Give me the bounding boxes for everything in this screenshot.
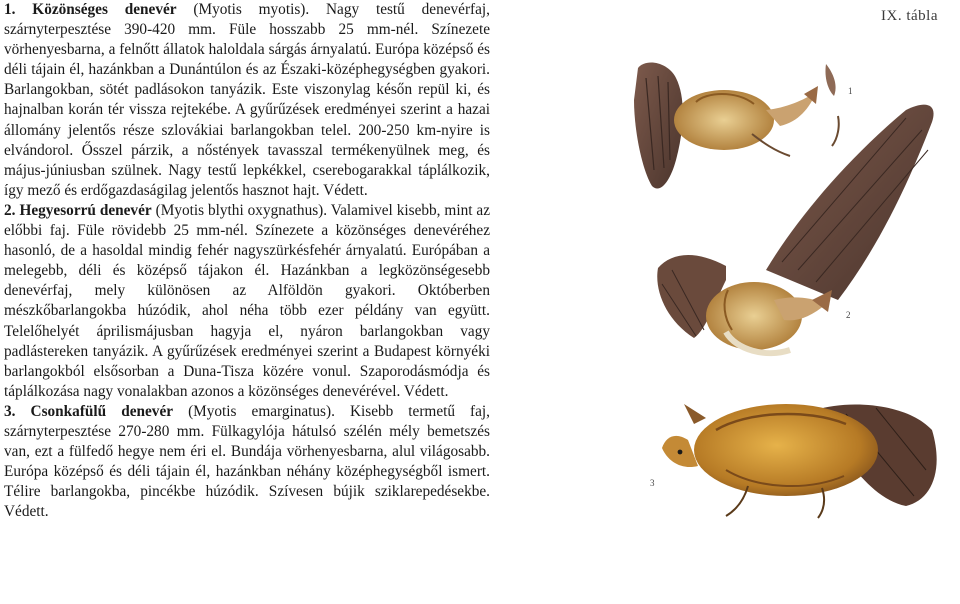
bat-figure-3 (662, 404, 937, 518)
figure-label-2: 2 (846, 310, 851, 320)
species-text-1: (Myotis myotis). Nagy testű denevérfaj, szárnyterpesztése 390-420 mm. Füle hosszabb 25 mm-nél. Színezete vörhenyesbarna, a felnőtt állatok haloldala sárgás árnyalatú. Európa középső és déli tájain él, hazánkban a Dunántúlon és az Északi-középhegységben gyakori. Barlangokban, sötét padlásokon tanyázik. Este viszonylag későn repül ki, és hajnalban korán tér vissza rejtekébe. A gyűrűzések eredményei szerint a hazai állomány jelentős része szlovákiai barlangokban telel. 200-250 km-nyire is elvándorol. Ősszel párzik, a nőstények tavasszal termékenyülnek meg, és május-júniusban szülnek. Nagy testű lepkékkel, cserebogarakkal táplálkozik, így mező és erdőgazdaságilag jelentős hasznot hajt. Védett. (4, 1, 491, 199)
illustration-plate (576, 0, 960, 604)
species-name-3: Csonkafülű denevér (30, 402, 174, 420)
species-name-1: Közönséges denevér (32, 1, 177, 18)
species-number-1: 1. (4, 1, 16, 18)
bat-illustrations (576, 0, 960, 604)
species-name-2: Hegyesorrú denevér (19, 201, 152, 219)
species-entry-3 (4, 402, 490, 523)
species-entry-1 (4, 0, 490, 201)
species-description-column (4, 0, 490, 604)
bat-figure-1 (634, 63, 839, 189)
species-number-3: 3. (4, 402, 16, 420)
species-text-2: (Myotis blythi oxygnathus). Valamivel kisebb, mint az előbbi faj. Füle rövidebb 25 mm-nél. Színezete a közönséges denevéréhez hasonló, de a hasoldal mindig fehér nagyszürkésfehér árnyalatú. Európában a melegebb, déli és középső tájakon él. Hazánkban a legközönségesebb denevérfaj, mely különösen az Alföldön gyakori. Októberben mészkőbarlangokba húzódik, ahol néha több ezer példány van együtt. Telelőhelyét áprilismájusban hagyja el, nyáron barlangokban vagy padlástereken tanyázik. A gyűrűzések eredményei szerint a Budapest környéki barlangokból elsősorban a Duna-Tisza közére vonul. Szaporodásmódja és táplálkozása nagy vonalakban azonos a közönséges denevérével. Védett. (4, 201, 491, 400)
figure-label-1: 1 (848, 86, 853, 96)
species-entry-2 (4, 201, 490, 402)
plate-title: IX. tábla (881, 8, 938, 24)
figure-label-3: 3 (650, 478, 655, 488)
species-text-3: (Myotis emarginatus). Kisebb termetű faj, szárnyterpesztése 270-280 mm. Fülkagylója hátulsó szélén mély bemetszés van, ezt a fülfedő hegye nem éri el. Bundája vörhenyesbarna, alul világosabb. Európa középső és déli tájain él, hazánkban néhány középhegységből ismert. Télire barlangokba, pincékbe húzódik. Szívesen bújik sziklarepedésekbe. Védett. (4, 402, 490, 521)
species-number-2: 2. (4, 201, 16, 219)
